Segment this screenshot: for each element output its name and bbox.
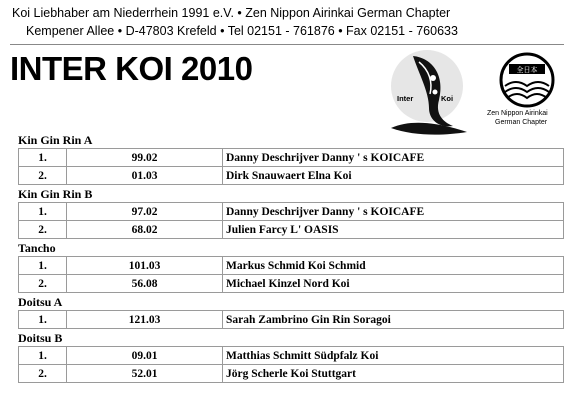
table-row bbox=[19, 347, 564, 365]
category-group bbox=[18, 186, 564, 239]
table-row bbox=[19, 149, 564, 167]
table-row bbox=[19, 167, 564, 185]
rank-cell: 1. bbox=[19, 311, 67, 329]
rank-cell: 2. bbox=[19, 167, 67, 185]
results-table bbox=[18, 310, 564, 329]
points-cell: 52.01 bbox=[67, 365, 223, 383]
rank-cell: 1. bbox=[19, 257, 67, 275]
header-divider bbox=[10, 44, 564, 45]
category-heading: Kin Gin Rin A bbox=[18, 133, 93, 147]
results-table bbox=[18, 148, 564, 185]
name-cell: Markus Schmid Koi Schmid bbox=[223, 257, 564, 275]
points-cell: 68.02 bbox=[67, 221, 223, 239]
inter-koi-logo-inter: Inter bbox=[397, 94, 414, 103]
inter-koi-logo bbox=[383, 48, 473, 138]
points-cell: 97.02 bbox=[67, 203, 223, 221]
rank-cell: 1. bbox=[19, 203, 67, 221]
rank-cell: 2. bbox=[19, 275, 67, 293]
category-heading: Doitsu B bbox=[18, 331, 63, 345]
page-title: INTER KOI 2010 bbox=[10, 50, 253, 87]
category-heading: Kin Gin Rin B bbox=[18, 187, 93, 201]
airinkai-chapter: German Chapter bbox=[495, 119, 548, 126]
points-cell: 101.03 bbox=[67, 257, 223, 275]
table-row bbox=[19, 257, 564, 275]
airinkai-logo bbox=[499, 52, 555, 108]
rank-cell: 1. bbox=[19, 347, 67, 365]
svg-text:全日本: 全日本 bbox=[516, 66, 538, 74]
name-cell: Jörg Scherle Koi Stuttgart bbox=[223, 365, 564, 383]
name-cell: Michael Kinzel Nord Koi bbox=[223, 275, 564, 293]
results-table bbox=[18, 346, 564, 383]
club-info-line: Koi Liebhaber am Niederrhein 1991 e.V. • Zen Nippon Airinkai German Chapter bbox=[12, 6, 451, 20]
table-row bbox=[19, 365, 564, 383]
table-row bbox=[19, 275, 564, 293]
rank-cell: 1. bbox=[19, 149, 67, 167]
table-row bbox=[19, 311, 564, 329]
name-cell: Danny Deschrijver Danny ' s KOICAFE bbox=[223, 203, 564, 221]
rank-cell: 2. bbox=[19, 221, 67, 239]
results-table bbox=[18, 256, 564, 293]
category-group bbox=[18, 294, 564, 329]
category-heading: Doitsu A bbox=[18, 295, 63, 309]
points-cell: 99.02 bbox=[67, 149, 223, 167]
category-group bbox=[18, 132, 564, 185]
category-group bbox=[18, 240, 564, 293]
points-cell: 01.03 bbox=[67, 167, 223, 185]
category-heading: Tancho bbox=[18, 241, 56, 255]
table-row bbox=[19, 221, 564, 239]
points-cell: 121.03 bbox=[67, 311, 223, 329]
name-cell: Sarah Zambrino Gin Rin Soragoi bbox=[223, 311, 564, 329]
points-cell: 09.01 bbox=[67, 347, 223, 365]
category-group bbox=[18, 330, 564, 383]
name-cell: Matthias Schmitt Südpfalz Koi bbox=[223, 347, 564, 365]
name-cell: Danny Deschrijver Danny ' s KOICAFE bbox=[223, 149, 564, 167]
name-cell: Julien Farcy L' OASIS bbox=[223, 221, 564, 239]
name-cell: Dirk Snauwaert Elna Koi bbox=[223, 167, 564, 185]
table-row bbox=[19, 203, 564, 221]
logos bbox=[383, 48, 568, 138]
results-table bbox=[18, 202, 564, 239]
inter-koi-logo-koi: Koi bbox=[441, 94, 454, 103]
results-list bbox=[18, 131, 564, 383]
rank-cell: 2. bbox=[19, 365, 67, 383]
airinkai-name: Zen Nippon Airinkai bbox=[487, 110, 548, 117]
contact-info-line: Kempener Allee • D-47803 Krefeld • Tel 02151 - 761876 • Fax 02151 - 760633 bbox=[26, 24, 458, 38]
points-cell: 56.08 bbox=[67, 275, 223, 293]
